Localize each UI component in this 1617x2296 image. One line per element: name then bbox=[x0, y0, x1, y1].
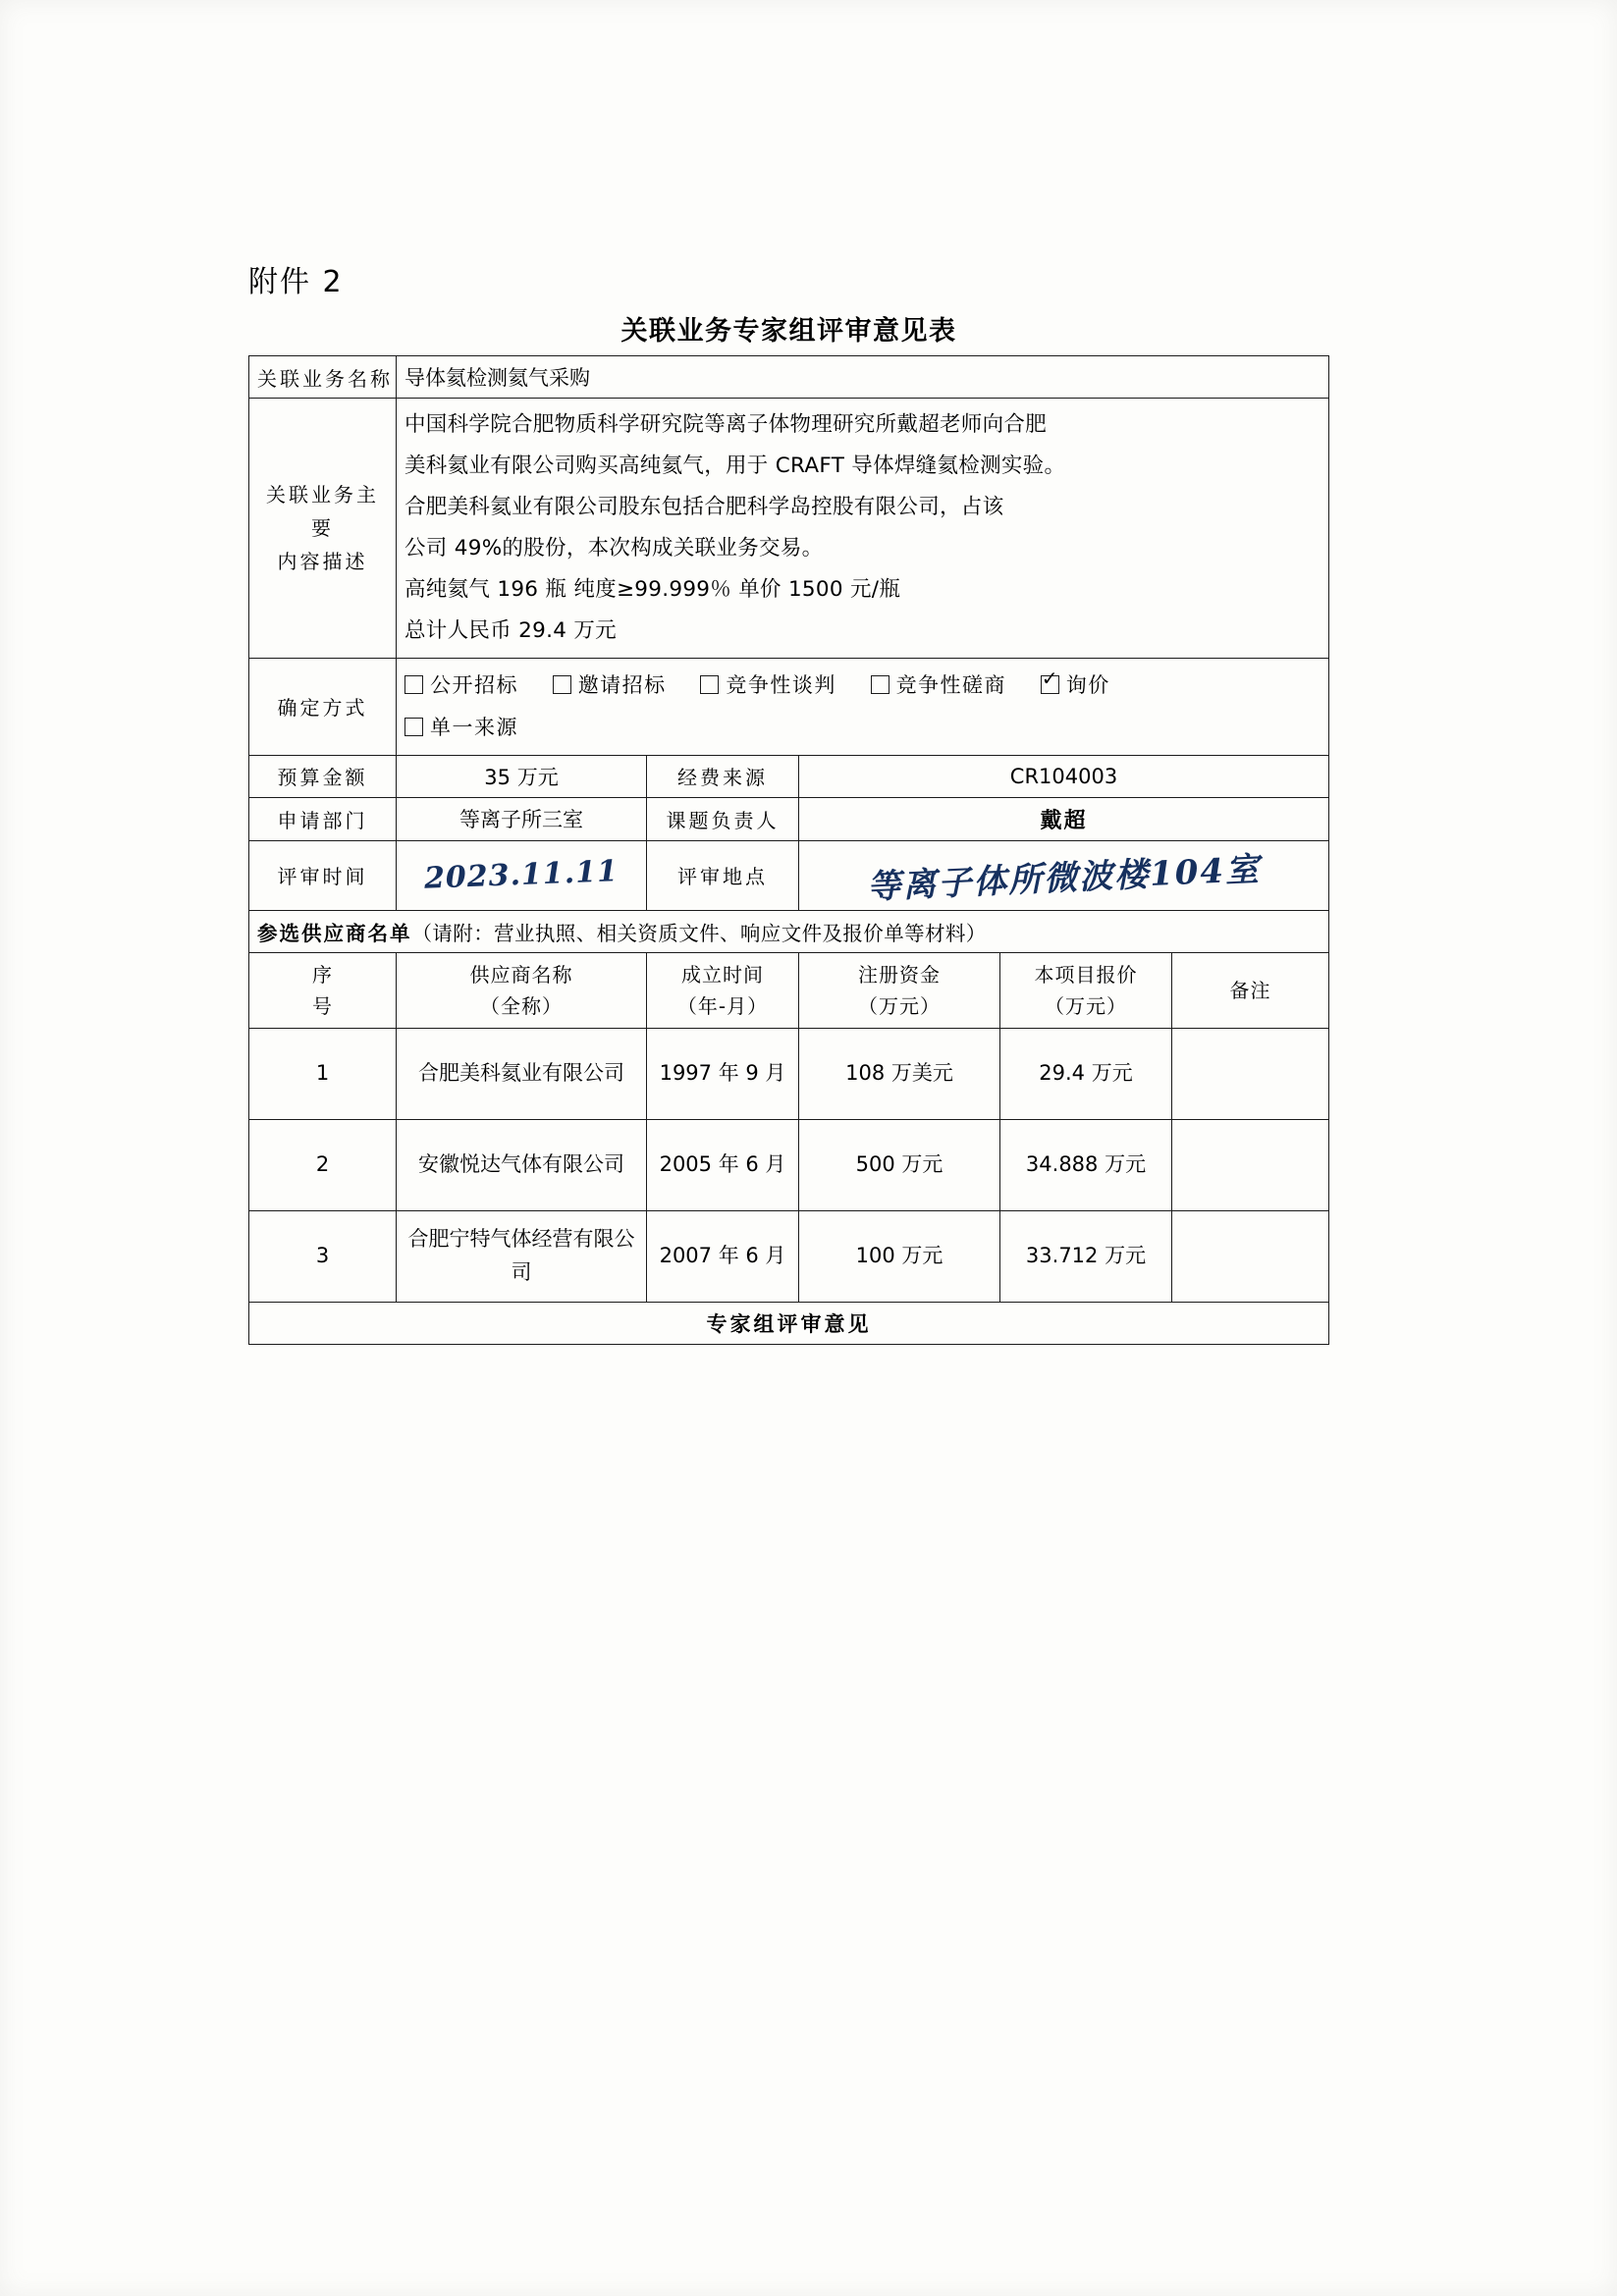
checkbox-label-competitive-consultation: 竞争性磋商 bbox=[895, 672, 1007, 697]
project-owner-handwriting: 戴超 bbox=[1040, 807, 1088, 833]
label-review-place: 评审地点 bbox=[647, 840, 799, 910]
checkbox-label-invited-bidding: 邀请招标 bbox=[577, 672, 667, 697]
value-apply-department: 等离子所三室 bbox=[397, 797, 647, 840]
column-header-index-line2: 号 bbox=[312, 993, 333, 1018]
cell-quote-3: 33.712 万元 bbox=[1000, 1210, 1172, 1302]
column-header-supplier-name bbox=[397, 952, 647, 1028]
label-project-owner: 课题负责人 bbox=[647, 797, 799, 840]
description-line-1: 中国科学院合肥物质科学研究院等离子体物理研究所戴超老师向合肥 bbox=[404, 412, 1048, 437]
page-title: 关联业务专家组评审意见表 bbox=[620, 316, 957, 347]
cell-capital-1: 108 万美元 bbox=[799, 1028, 1000, 1119]
column-header-founded-line2: （年-月） bbox=[676, 993, 769, 1018]
cell-index-2: 2 bbox=[249, 1119, 397, 1210]
description-line-5: 高纯氦气 196 瓶 纯度≥99.999％ 单价 1500 元/瓶 bbox=[404, 576, 901, 602]
checkbox-box-competitive-consultation[interactable] bbox=[871, 675, 889, 694]
row-suppliers-section-title bbox=[249, 910, 1329, 952]
column-header-capital-line2: （万元） bbox=[858, 993, 941, 1018]
checkbox-box-invited-bidding[interactable] bbox=[553, 675, 571, 694]
table-row bbox=[249, 1028, 1329, 1119]
value-review-place bbox=[799, 840, 1329, 910]
column-header-capital-line1: 注册资金 bbox=[858, 962, 941, 987]
cell-quote-1: 29.4 万元 bbox=[1000, 1028, 1172, 1119]
suppliers-section-title bbox=[249, 910, 1329, 952]
review-place-handwriting: 等离子体所微波楼104室 bbox=[866, 850, 1262, 908]
suppliers-section-title-rest: （请附：营业执照、相关资质文件、响应文件及报价单等材料） bbox=[411, 921, 987, 945]
column-header-quote bbox=[1000, 952, 1172, 1028]
value-project-owner bbox=[799, 797, 1329, 840]
row-business-name bbox=[249, 356, 1329, 399]
table-row bbox=[249, 1210, 1329, 1302]
cell-remark-1 bbox=[1172, 1028, 1329, 1119]
checkbox-box-competitive-negotiation[interactable] bbox=[700, 675, 719, 694]
description-line-6: 总计人民币 29.4 万元 bbox=[404, 617, 617, 643]
column-header-index bbox=[249, 952, 397, 1028]
description-line-2: 美科氦业有限公司购买高纯氦气，用于 CRAFT 导体焊缝氦检测实验。 bbox=[404, 453, 1066, 478]
label-business-description-line1: 关联业务主要 bbox=[266, 482, 379, 540]
column-header-founded bbox=[647, 952, 799, 1028]
value-review-time bbox=[397, 840, 647, 910]
checkbox-option-competitive-consultation[interactable] bbox=[871, 665, 1007, 707]
cell-founded-1: 1997 年 9 月 bbox=[647, 1028, 799, 1119]
value-business-description bbox=[397, 399, 1329, 659]
checkbox-label-public-bidding: 公开招标 bbox=[430, 672, 518, 697]
label-business-name: 关联业务名称 bbox=[249, 356, 397, 399]
value-selection-method bbox=[397, 658, 1329, 755]
value-fund-source: CR104003 bbox=[799, 755, 1329, 797]
row-department-and-owner bbox=[249, 797, 1329, 840]
value-business-name: 导体氦检测氦气采购 bbox=[397, 356, 1329, 399]
checkbox-label-single-source: 单一来源 bbox=[430, 715, 518, 739]
column-header-capital bbox=[799, 952, 1000, 1028]
expert-opinion-title: 专家组评审意见 bbox=[249, 1302, 1329, 1344]
column-header-quote-line1: 本项目报价 bbox=[1034, 962, 1138, 987]
label-selection-method: 确定方式 bbox=[249, 658, 397, 755]
column-header-founded-line1: 成立时间 bbox=[681, 962, 764, 987]
description-line-4: 公司 49%的股份，本次构成关联业务交易。 bbox=[404, 535, 824, 561]
suppliers-header-row bbox=[249, 952, 1329, 1028]
column-header-quote-line2: （万元） bbox=[1045, 993, 1127, 1018]
row-selection-method bbox=[249, 658, 1329, 755]
attachment-label: 附件 2 bbox=[248, 265, 344, 299]
cell-name-1: 合肥美科氦业有限公司 bbox=[397, 1028, 647, 1119]
cell-founded-3: 2007 年 6 月 bbox=[647, 1210, 799, 1302]
cell-name-2: 安徽悦达气体有限公司 bbox=[397, 1119, 647, 1210]
cell-quote-2: 34.888 万元 bbox=[1000, 1119, 1172, 1210]
suppliers-section-title-bold: 参选供应商名单 bbox=[257, 921, 412, 945]
cell-capital-3: 100 万元 bbox=[799, 1210, 1000, 1302]
column-header-remark-line1: 备注 bbox=[1229, 978, 1271, 1002]
row-business-description bbox=[249, 399, 1329, 659]
column-header-supplier-name-line1: 供应商名称 bbox=[469, 962, 573, 987]
cell-capital-2: 500 万元 bbox=[799, 1119, 1000, 1210]
cell-founded-2: 2005 年 6 月 bbox=[647, 1119, 799, 1210]
row-review-time-and-place bbox=[249, 840, 1329, 910]
checkbox-label-competitive-negotiation: 竞争性谈判 bbox=[726, 672, 836, 697]
cell-index-1: 1 bbox=[249, 1028, 397, 1119]
label-review-time: 评审时间 bbox=[249, 840, 397, 910]
checkbox-option-single-source[interactable] bbox=[404, 707, 518, 749]
checkbox-box-public-bidding[interactable] bbox=[404, 675, 423, 694]
column-header-supplier-name-line2: （全称） bbox=[480, 993, 563, 1018]
checkbox-option-competitive-negotiation[interactable] bbox=[700, 665, 836, 707]
checkbox-option-inquiry[interactable] bbox=[1041, 665, 1110, 707]
row-budget-and-funding bbox=[249, 755, 1329, 797]
label-apply-department: 申请部门 bbox=[249, 797, 397, 840]
review-form-table bbox=[248, 355, 1329, 1345]
cell-name-3: 合肥宁特气体经营有限公司 bbox=[397, 1210, 647, 1302]
checkbox-option-invited-bidding[interactable] bbox=[553, 665, 667, 707]
checkbox-label-inquiry: 询价 bbox=[1065, 672, 1110, 697]
column-header-remark bbox=[1172, 952, 1329, 1028]
column-header-index-line1: 序 bbox=[312, 962, 333, 987]
description-line-3: 合肥美科氦业有限公司股东包括合肥科学岛控股有限公司，占该 bbox=[404, 494, 1004, 519]
cell-remark-2 bbox=[1172, 1119, 1329, 1210]
checkbox-box-single-source[interactable] bbox=[404, 718, 423, 736]
checkbox-box-inquiry[interactable] bbox=[1041, 675, 1059, 694]
value-budget: 35 万元 bbox=[397, 755, 647, 797]
label-business-description bbox=[249, 399, 397, 659]
review-time-handwriting: 2023.11.11 bbox=[423, 854, 620, 896]
cell-index-3: 3 bbox=[249, 1210, 397, 1302]
cell-remark-3 bbox=[1172, 1210, 1329, 1302]
label-budget: 预算金额 bbox=[249, 755, 397, 797]
table-row bbox=[249, 1119, 1329, 1210]
row-expert-opinion-title bbox=[249, 1302, 1329, 1344]
checkbox-option-public-bidding[interactable] bbox=[404, 665, 518, 707]
label-business-description-line2: 内容描述 bbox=[277, 549, 368, 573]
label-fund-source: 经费来源 bbox=[647, 755, 799, 797]
